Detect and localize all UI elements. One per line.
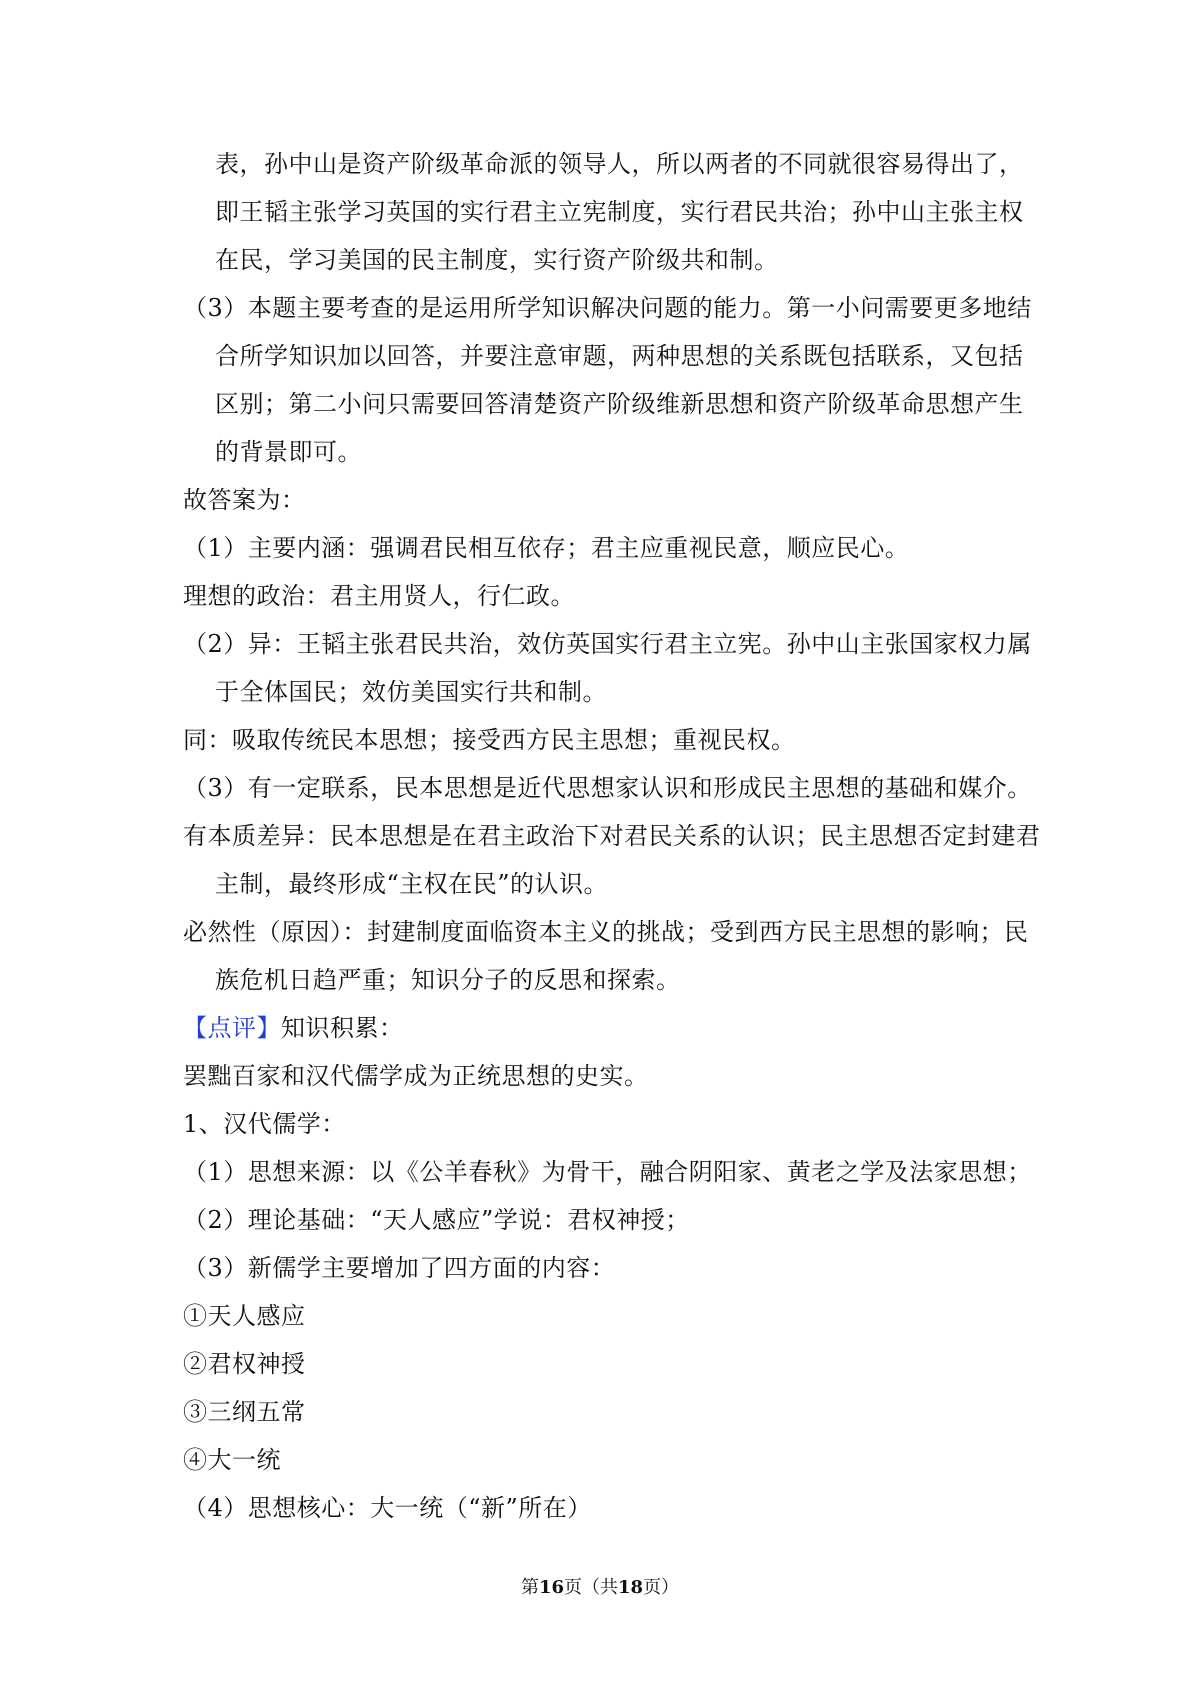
text-line: 即王韬主张学习英国的实行君主立宪制度，实行君民共治；孙中山主张主权	[215, 198, 1024, 226]
page-footer	[0, 1576, 1200, 1600]
list-item: ③三纲五常	[183, 1398, 306, 1426]
text-line: 理想的政治：君主用贤人，行仁政。	[183, 582, 575, 610]
comment-line	[183, 1004, 1023, 1052]
text-line: （2）异：王韬主张君民共治，效仿英国实行君主立宪。孙中山主张国家权力属	[183, 630, 1032, 658]
text-line: （1）主要内涵：强调君民相互依存；君主应重视民意，顺应民心。	[183, 534, 910, 562]
text-line: （3）新儒学主要增加了四方面的内容：	[183, 1254, 616, 1282]
text-line: 合所学知识加以回答，并要注意审题，两种思想的关系既包括联系，又包括	[215, 342, 1024, 370]
comment-tag: 【点评】	[183, 1014, 281, 1042]
answer-heading: 故答案为：	[183, 486, 306, 514]
text-line: 有本质差异：民本思想是在君主政治下对君民关系的认识；民主思想否定封建君	[183, 822, 1041, 850]
footer-total-pages: 18	[618, 1577, 644, 1598]
text-line: 族危机日趋严重；知识分子的反思和探索。	[215, 966, 681, 994]
comment-text: 知识积累：	[281, 1014, 404, 1042]
text-line: 罢黜百家和汉代儒学成为正统思想的史实。	[183, 1062, 649, 1090]
text-line: （1）思想来源：以《公羊春秋》为骨干，融合阴阳家、黄老之学及法家思想；	[183, 1158, 1032, 1186]
text-line: （3）有一定联系，民本思想是近代思想家认识和形成民主思想的基础和媒介。	[183, 774, 1032, 802]
text-line: （4）思想核心：大一统（“新”所在）	[183, 1494, 592, 1522]
footer-suffix: 页）	[643, 1577, 680, 1598]
footer-prefix: 第	[520, 1577, 539, 1598]
text-line: （3）本题主要考查的是运用所学知识解决问题的能力。第一小问需要更多地结	[183, 294, 1032, 322]
list-item: ①天人感应	[183, 1302, 306, 1330]
text-line: 在民，学习美国的民主制度，实行资产阶级共和制。	[215, 246, 779, 274]
text-line: 区别；第二小问只需要回答清楚资产阶级维新思想和资产阶级革命思想产生	[215, 390, 1024, 418]
text-line: 于全体国民；效仿美国实行共和制。	[215, 678, 607, 706]
footer-middle: 页（共	[564, 1577, 618, 1598]
text-line: 必然性（原因）：封建制度面临资本主义的挑战；受到西方民主思想的影响；民	[183, 918, 1029, 946]
text-line: 的背景即可。	[215, 438, 362, 466]
text-line: 主制，最终形成“主权在民”的认识。	[215, 870, 609, 898]
text-line: 表，孙中山是资产阶级革命派的领导人，所以两者的不同就很容易得出了，	[215, 150, 1024, 178]
footer-page-number: 16	[538, 1577, 564, 1598]
section-heading: 1、汉代儒学：	[183, 1110, 346, 1138]
list-item: ④大一统	[183, 1446, 281, 1474]
text-line: 同：吸取传统民本思想；接受西方民主思想；重视民权。	[183, 726, 796, 754]
text-line: （2）理论基础：“天人感应”学说：君权神授；	[183, 1206, 690, 1234]
list-item: ②君权神授	[183, 1350, 306, 1378]
page-content	[183, 140, 1041, 1532]
